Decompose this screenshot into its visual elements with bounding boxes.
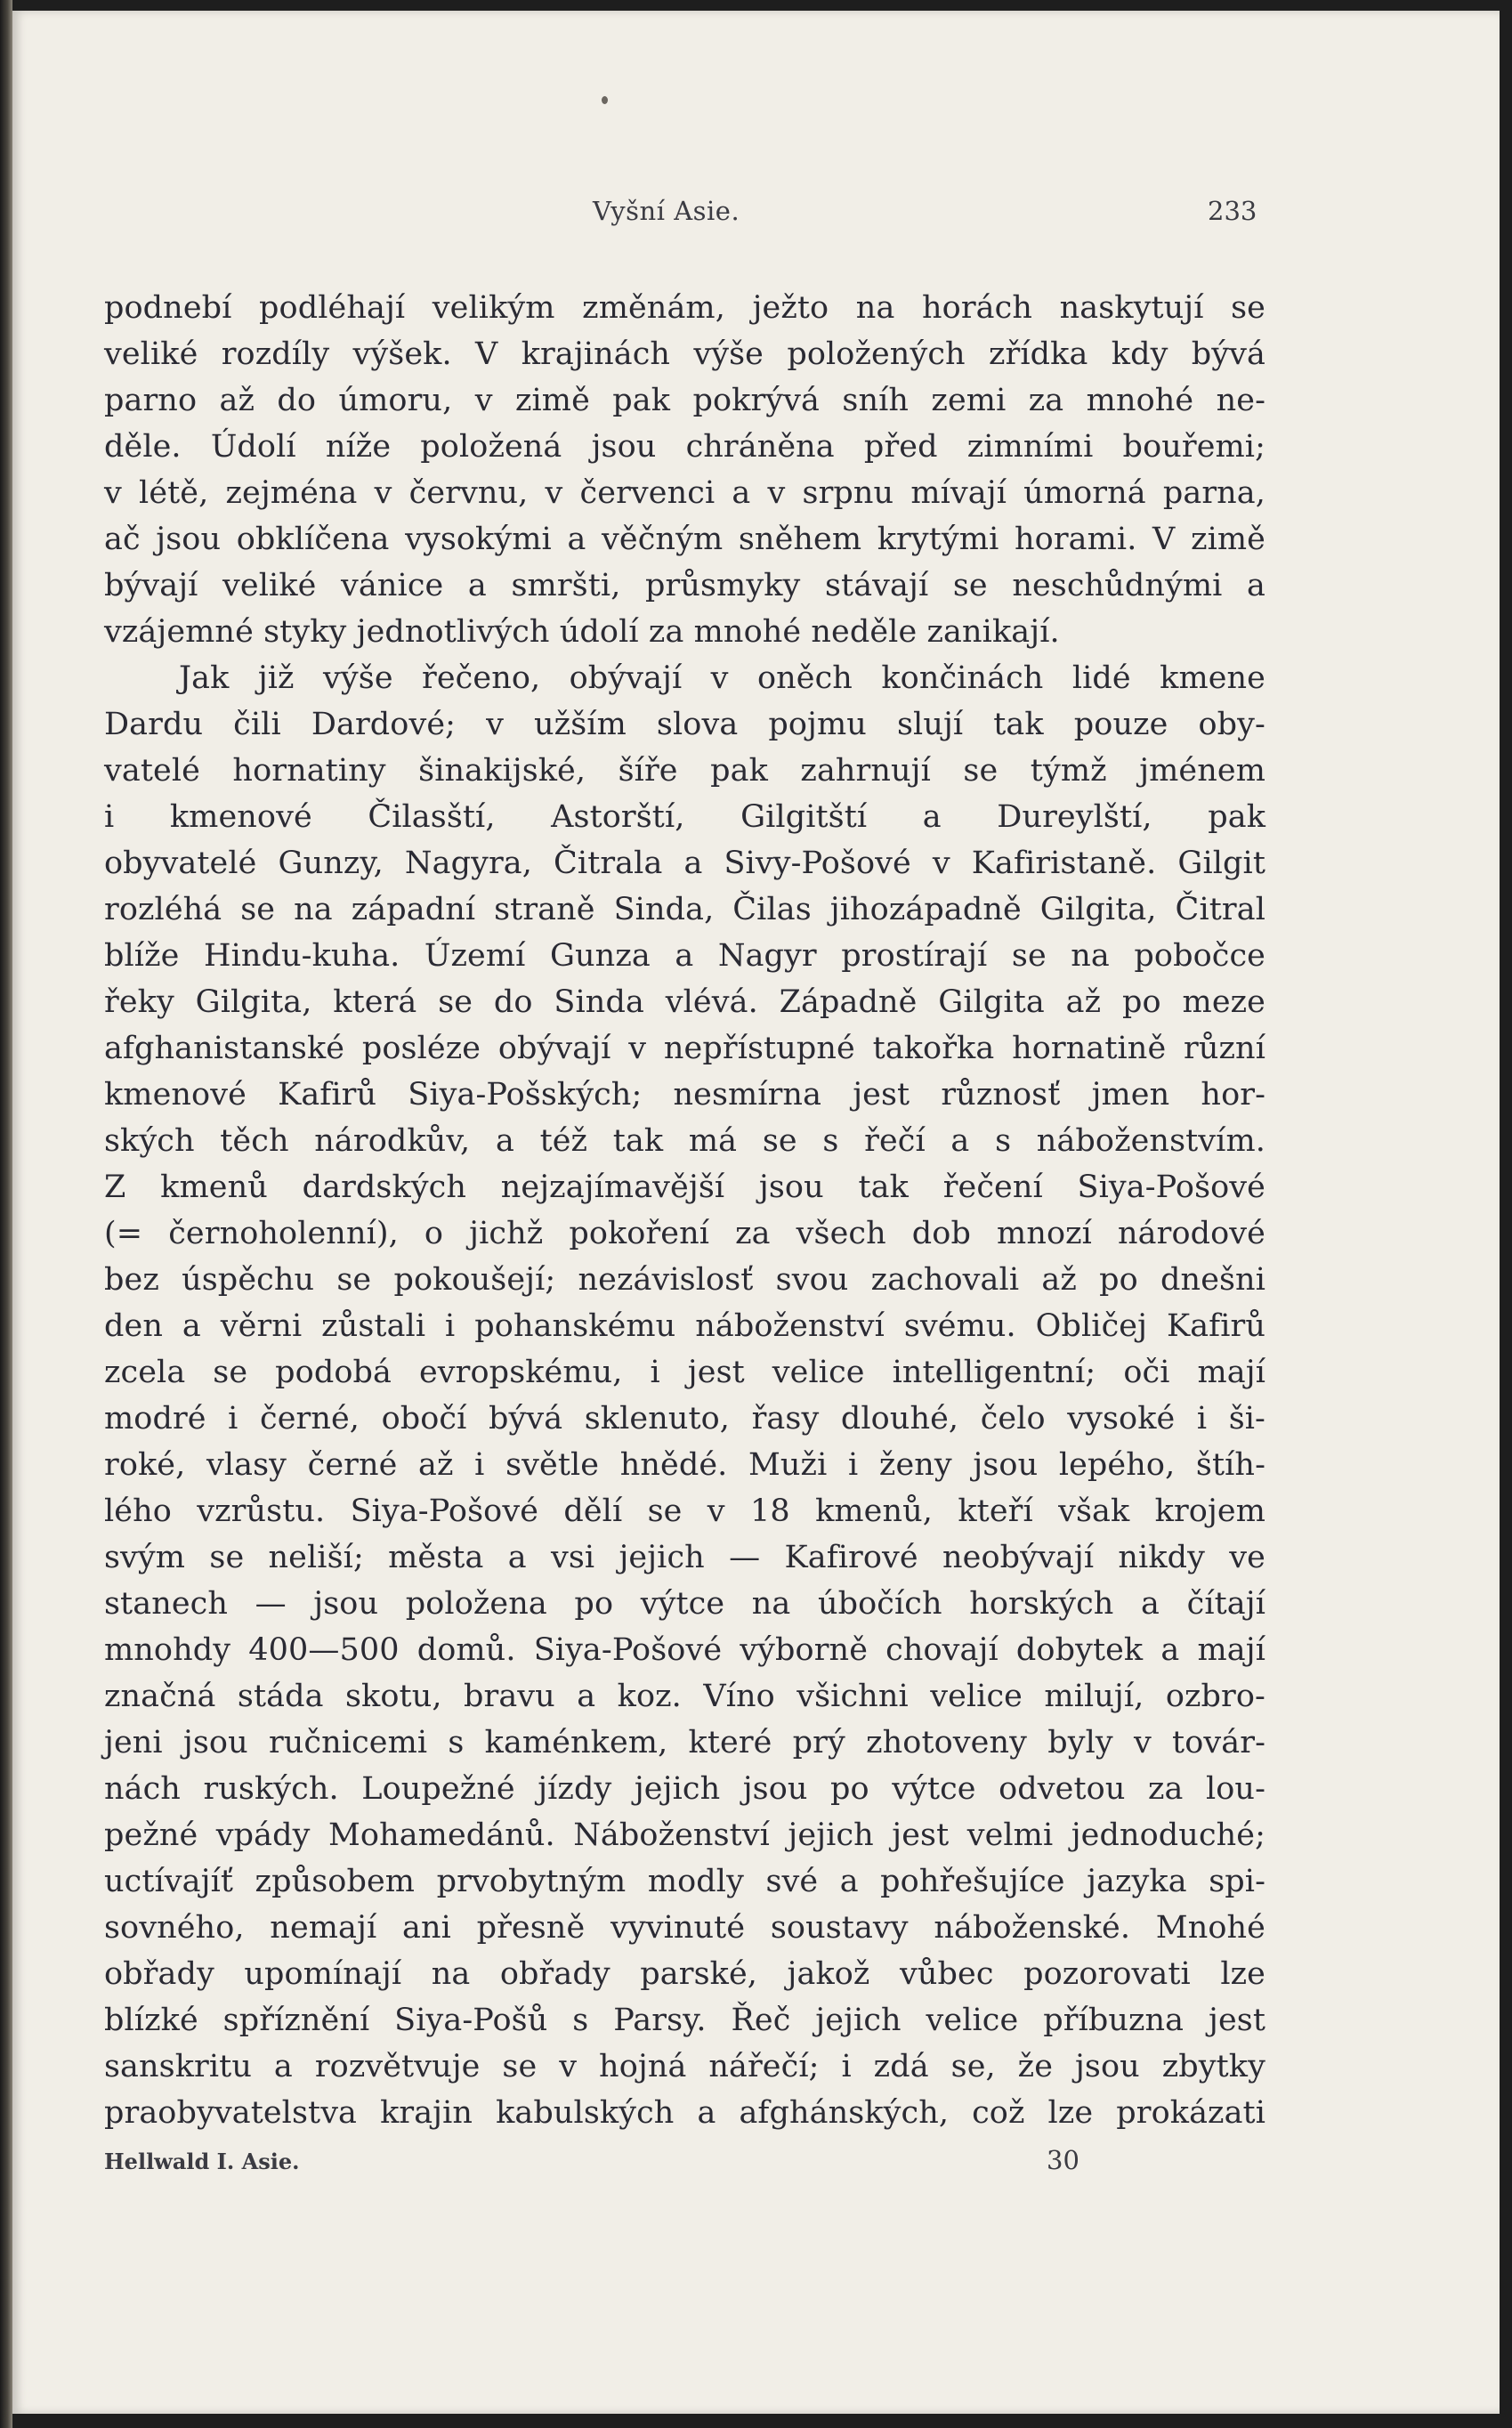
text-line: ač jsou obklíčena vysokými a věčným sněhem krytými horami. V zimě bbox=[104, 522, 1265, 557]
text-line: v létě, zejména v červnu, v červenci a v srpnu mívají úmorná parna, bbox=[104, 475, 1265, 511]
book-spine-edge bbox=[0, 0, 12, 2428]
footer-author-signature: Hellwald I. Asie. bbox=[104, 2149, 300, 2174]
text-line: modré i černé, obočí bývá sklenuto, řasy dlouhé, čelo vysoké i ši- bbox=[104, 1401, 1265, 1437]
text-line: obyvatelé Gunzy, Nagyra, Čitrala a Sivy-Pošové v Kafiristaně. Gilgit bbox=[104, 846, 1265, 881]
text-line: Z kmenů dardských nejzajímavější jsou tak řečení Siya-Pošové bbox=[104, 1169, 1265, 1205]
body-text bbox=[104, 285, 1265, 2136]
ink-speck bbox=[602, 96, 608, 104]
text-line: pežné vpády Mohamedánů. Náboženství jejich jest velmi jednoduché; bbox=[104, 1817, 1265, 1853]
text-line: Dardu čili Dardové; v užším slova pojmu slují tak pouze oby- bbox=[104, 707, 1265, 742]
text-line: kmenové Kafirů Siya-Pošských; nesmírna jest různosť jmen hor- bbox=[104, 1077, 1265, 1113]
text-line: sanskritu a rozvětvuje se v hojná nářečí; i zdá se, že jsou zbytky bbox=[104, 2049, 1265, 2084]
text-line: praobyvatelstva krajin kabulských a afghánských, což lze prokázati bbox=[104, 2095, 1265, 2131]
page-footer bbox=[12, 2145, 1500, 2181]
text-line: lého vzrůstu. Siya-Pošové dělí se v 18 kmenů, kteří však krojem bbox=[104, 1493, 1265, 1529]
text-line: sovného, nemají ani přesně vyvinuté soustavy náboženské. Mnohé bbox=[104, 1910, 1265, 1946]
text-line: afghanistanské posléze obývají v nepřístupné takořka hornatině různí bbox=[104, 1031, 1265, 1066]
text-line: podnebí podléhají velikým změnám, ježto na horách naskytují se bbox=[104, 290, 1265, 326]
text-line: děle. Údolí níže položená jsou chráněna před zimními bouřemi; bbox=[104, 429, 1265, 465]
text-line: mnohdy 400—500 domů. Siya-Pošové výborně chovají dobytek a mají bbox=[104, 1632, 1265, 1668]
text-line: i kmenové Čilasští, Astorští, Gilgitští a Dureylští, pak bbox=[104, 799, 1265, 835]
text-line: zcela se podobá evropskému, i jest velice intelligentní; oči mají bbox=[104, 1355, 1265, 1390]
running-head bbox=[12, 189, 1500, 228]
text-line: vzájemné styky jednotlivých údolí za mnohé neděle zanikají. bbox=[104, 614, 1060, 650]
text-line: (= černoholenní), o jichž pokoření za všech dob mnozí národové bbox=[104, 1216, 1265, 1251]
text-line: blízké spříznění Siya-Pošů s Parsy. Řeč jejich velice příbuzna jest bbox=[104, 2003, 1265, 2038]
text-line: obřady upomínají na obřady parské, jakož vůbec pozorovati lze bbox=[104, 1956, 1265, 1992]
text-line: stanech — jsou položena po výtce na úbočích horských a čítají bbox=[104, 1586, 1265, 1622]
running-head-title: Vyšní Asie. bbox=[593, 196, 740, 226]
text-line: značná stáda skotu, bravu a koz. Víno všichni velice milují, ozbro- bbox=[104, 1679, 1265, 1714]
sheet-signature-number: 30 bbox=[1047, 2145, 1079, 2175]
text-line: veliké rozdíly výšek. V krajinách výše položených zřídka kdy bývá bbox=[104, 336, 1265, 372]
text-line: parno až do úmoru, v zimě pak pokrývá sníh zemi za mnohé ne- bbox=[104, 383, 1265, 418]
text-line: den a věrni zůstali i pohanskému náboženství svému. Obličej Kafirů bbox=[104, 1308, 1265, 1344]
text-line: svým se neliší; města a vsi jejich — Kafirové neobývají nikdy ve bbox=[104, 1540, 1265, 1575]
paragraph-start-line: Jak již výše řečeno, obývají v oněch končinách lidé kmene bbox=[179, 660, 1265, 696]
book-page bbox=[12, 11, 1500, 2414]
text-line: roké, vlasy černé až i světle hnědé. Muži i ženy jsou lepého, štíh- bbox=[104, 1447, 1265, 1483]
text-line: vatelé hornatiny šinakijské, šíře pak zahrnují se týmž jménem bbox=[104, 753, 1265, 789]
page-number: 233 bbox=[1208, 196, 1257, 226]
text-line: jeni jsou ručnicemi s kaménkem, které prý zhotoveny byly v továr- bbox=[104, 1725, 1265, 1760]
text-line: bez úspěchu se pokoušejí; nezávislosť svou zachovali až po dnešni bbox=[104, 1262, 1265, 1298]
text-line: nách ruských. Loupežné jízdy jejich jsou po výtce odvetou za lou- bbox=[104, 1771, 1265, 1807]
text-line: uctívajíť způsobem prvobytným modly své a pohřešujíce jazyka spi- bbox=[104, 1864, 1265, 1899]
text-line: blíže Hindu-kuha. Území Gunza a Nagyr prostírají se na pobočce bbox=[104, 938, 1265, 974]
text-line: ských těch národkův, a též tak má se s řečí a s náboženstvím. bbox=[104, 1123, 1265, 1159]
text-line: rozléhá se na západní straně Sinda, Čilas jihozápadně Gilgita, Čitral bbox=[104, 892, 1265, 927]
text-line: řeky Gilgita, která se do Sinda vlévá. Západně Gilgita až po meze bbox=[104, 984, 1265, 1020]
text-line: bývají veliké vánice a smršti, průsmyky stávají se neschůdnými a bbox=[104, 568, 1265, 603]
